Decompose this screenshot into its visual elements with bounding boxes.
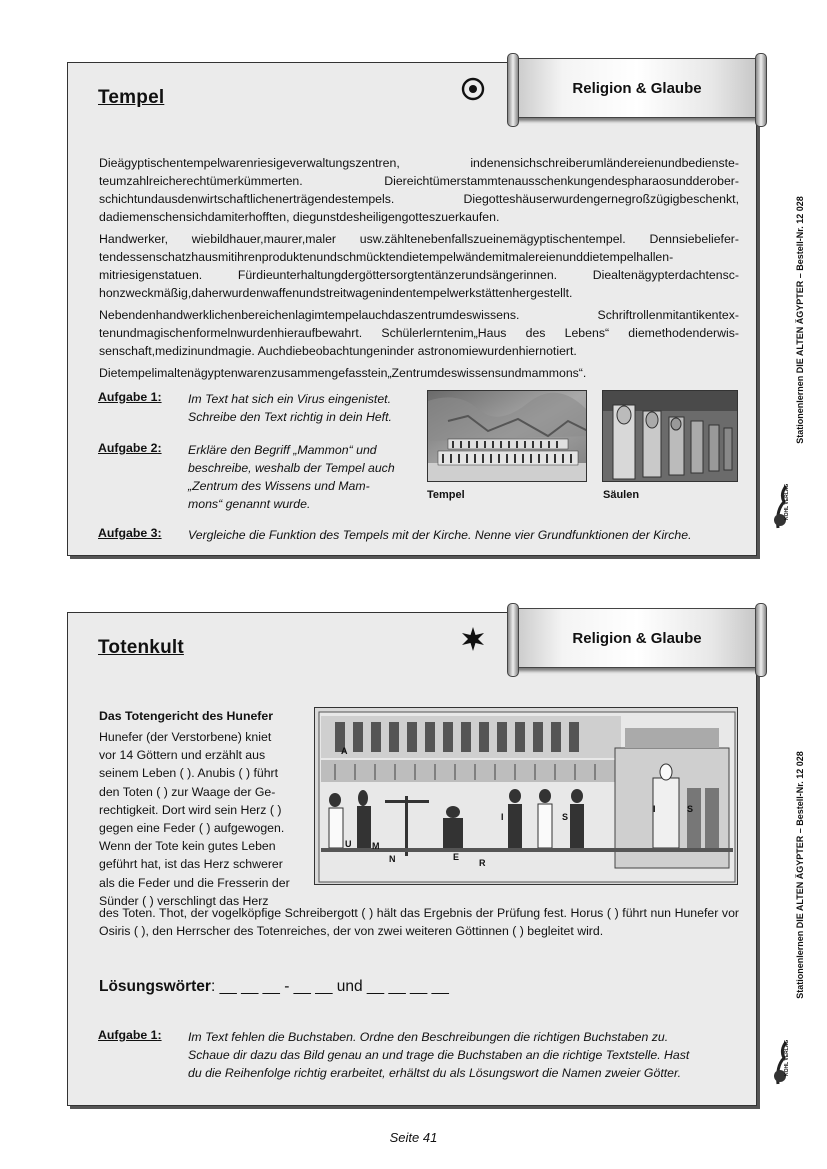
image-letter: R	[479, 858, 486, 868]
narrow-paragraph: Hunefer (der Verstorbene) kniet vor 14 Göttern und erzählt aus seinem Leben ( ). Anubis ( ) führt den Toten ( ) zur Waage der Ge- rechtigkeit. Dort wird sein Herz ( ) gegen eine Feder ( ) aufgewogen. Wenn der Tote kein gutes Leben geführt hat, ist das Herz schwerer als die Feder und die Fresserin der Sünder ( ) verschlingt das Herz	[99, 730, 290, 908]
image-letter: A	[341, 746, 348, 756]
image-letter: I	[653, 804, 656, 814]
image-letter: E	[453, 852, 460, 862]
paragraph: Nebendenhandwerklichenbereichenlagimtempelauchdaszentrumdeswissens. Schriftrollenmitantikentex-tenundmagischenformelnwurdenhieraufbewahrt. Schülerlerntenim„Haus des Lebens“ diemethodenderwis-senschaft,medizinundmagie. Auchdiebeobachtungeninder astronomiewurdenhiernotiert.	[99, 308, 739, 358]
solution-line: Lösungswörter: __ __ __ - __ __ und __ __ __ __	[99, 978, 449, 995]
category-label: Religion & Glaube	[572, 79, 702, 97]
image-letter: I	[501, 812, 504, 822]
task-text: Vergleiche die Funktion des Tempels mit der Kirche. Nenne vier Grundfunktionen der Kirche.	[188, 528, 692, 542]
task-text: Im Text fehlen die Buchstaben. Ordne den Beschreibungen die richtigen Buchstaben zu. Schaue dir dazu das Bild genau an und trage die Buchstaben an die richtige Textstelle. Hast du die Reihenfolge richtig erarbeitet, erhältst du als Lösungswort die Namen zweier Götter.	[188, 1030, 690, 1080]
publisher-logo: KOHL VERLAG	[770, 1036, 800, 1086]
category-banner	[512, 58, 762, 118]
sidebar-order-info: Stationenlernen DIE ALTEN ÄGYPTER – Bestell-Nr. 12 028	[795, 751, 806, 999]
task-text: Im Text hat sich ein Virus eingenistet. Schreibe den Text richtig in dein Heft.	[188, 392, 392, 424]
photo-caption: Tempel	[427, 489, 465, 501]
image-letter: S	[562, 812, 569, 822]
paragraph: Dietempelimaltenägyptenwarenzusammengefasstein„Zentrumdeswissensundmammons“.	[99, 366, 587, 380]
photo-caption: Säulen	[603, 489, 640, 501]
category-banner	[512, 608, 762, 668]
publisher-logo: KOHL VERLAG	[770, 480, 800, 530]
category-label: Religion & Glaube	[572, 629, 702, 647]
section-title: Tempel	[98, 87, 165, 108]
task-text: Erkläre den Begriff „Mammon“ und beschreibe, weshalb der Tempel auch „Zentrum des Wissens und Mam- mons“ genannt wurde.	[188, 443, 395, 511]
task-label: Aufgabe 1:	[98, 390, 162, 404]
image-letter: U	[345, 839, 352, 849]
sidebar-order-info: Stationenlernen DIE ALTEN ÄGYPTER – Bestell-Nr. 12 028	[795, 196, 806, 444]
section-title: Totenkult	[98, 637, 184, 658]
papyrus-image	[314, 707, 738, 885]
star-icon	[460, 626, 486, 652]
task-label: Aufgabe 2:	[98, 441, 162, 455]
task-label: Aufgabe 3:	[98, 526, 162, 540]
columns-photo	[602, 390, 738, 482]
page-number: Seite 41	[389, 1130, 438, 1145]
image-letter: S	[687, 804, 694, 814]
task-label: Aufgabe 1:	[98, 1028, 162, 1042]
subheading: Das Totengericht des Hunefer	[99, 709, 274, 723]
paragraph: Handwerker, wiebildhauer,maurer,maler usw.zähltenebenfallszueinemägyptischentempel. Dennsiebeliefer-tendessenschatzhausmitihrenproduktenundschmücktendietempelwändemitmalereienunddietempelhallen-mitriesigenstatuen. Fürdieunterhaltungdergöttersorgtentänzerundsängerinnen. Diealtenägypterdachtensc-honzweckmäßig,daherwurdenwaffenundstreitwagenindentempelwerkstättenhergestellt.	[99, 232, 739, 300]
virus-text	[99, 154, 739, 386]
image-letter: N	[389, 854, 396, 864]
paragraph: Dieägyptischentempelwarenriesigeverwaltungszentren, indenensichschreiberumländereienundbedienste-teumzahlreicherechtümerkümmerten. Diereichtümerstammtenausschenkungendespharaosundderober-schichtundausdenwirtschaftlichenerträgendestempels. Diegotteshäuserwurdengernegroßzügigbeschenkt, dadiemenschensichdamiterhofften, diegunstdesheiligengotteszuerkaufen.	[99, 156, 739, 224]
image-letter: M	[372, 841, 380, 851]
temple-photo	[427, 390, 587, 482]
wide-paragraph: des Toten. Thot, der vogelköpfige Schreibergott ( ) hält das Ergebnis der Prüfung fest. Horus ( ) führt nun Hunefer vor Osiris ( ), den Herrscher des Totenreiches, der von zwei weiteren Göttinnen ( ) begleitet wird.	[99, 906, 739, 939]
target-icon	[460, 76, 486, 102]
